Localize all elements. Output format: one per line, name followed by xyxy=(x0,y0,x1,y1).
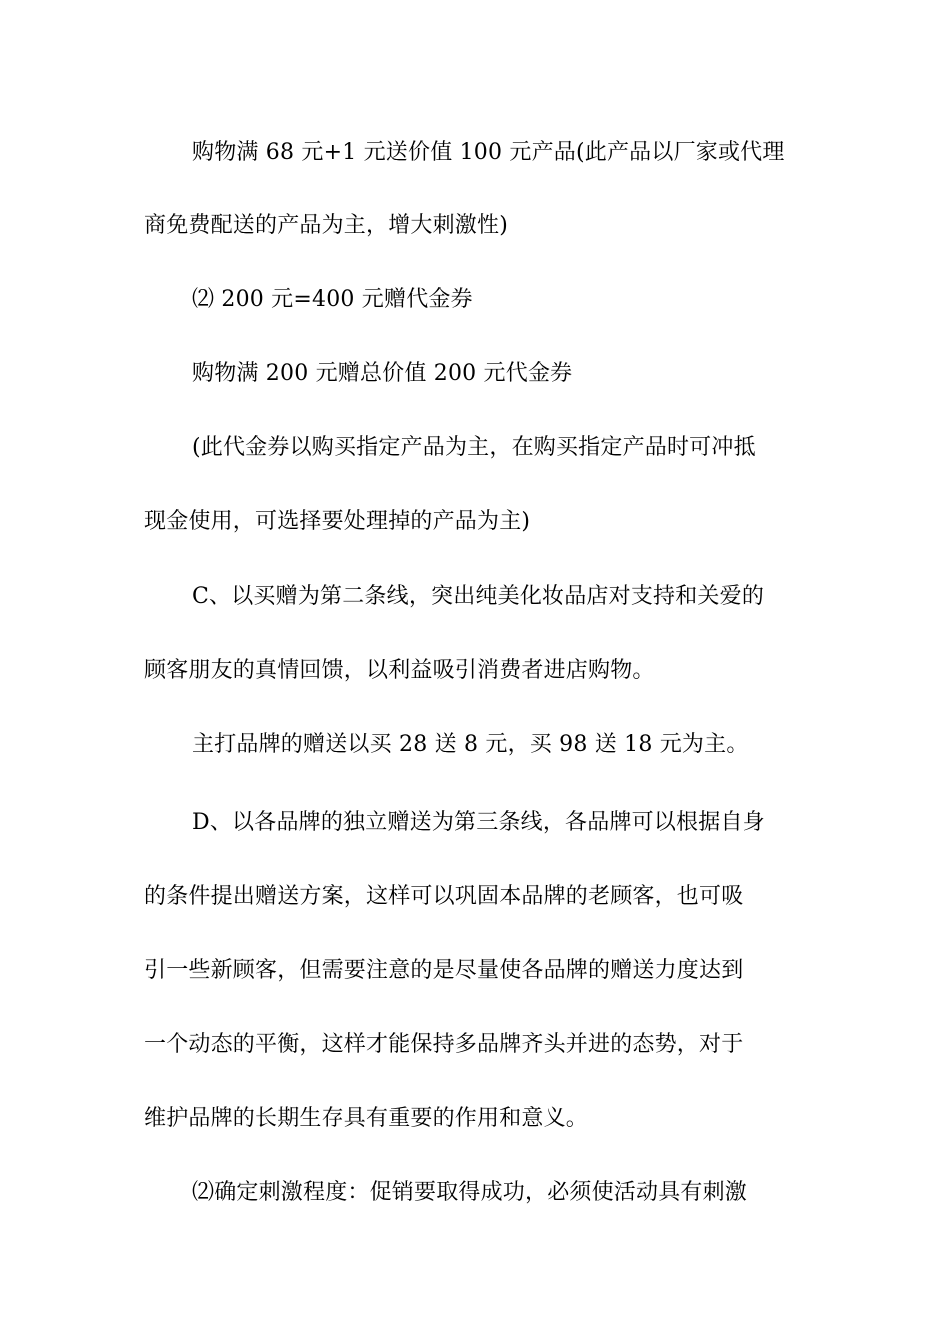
paragraph-line: C、以买赠为第二条线，突出纯美化妆品店对支持和关爱的 xyxy=(192,584,765,609)
paragraph-line: 购物满 200 元赠总价值 200 元代金券 xyxy=(192,361,573,386)
paragraph-line: 主打品牌的赠送以买 28 送 8 元，买 98 送 18 元为主。 xyxy=(192,732,749,757)
paragraph-line: 的条件提出赠送方案，这样可以巩固本品牌的老顾客，也可吸 xyxy=(144,884,744,909)
paragraph-line: 维护品牌的长期生存具有重要的作用和意义。 xyxy=(144,1106,589,1131)
paragraph-line: 引一些新顾客，但需要注意的是尽量使各品牌的赠送力度达到 xyxy=(144,958,744,983)
paragraph-line: (此代金券以购买指定产品为主，在购买指定产品时可冲抵 xyxy=(192,435,756,460)
paragraph-line: 一个动态的平衡，这样才能保持多品牌齐头并进的态势，对于 xyxy=(144,1032,744,1057)
paragraph-line: 现金使用，可选择要处理掉的产品为主) xyxy=(144,509,531,534)
paragraph-line: ⑵确定刺激程度：促销要取得成功，必须使活动具有刺激 xyxy=(192,1180,748,1205)
paragraph-line: D、以各品牌的独立赠送为第三条线，各品牌可以根据自身 xyxy=(192,810,765,835)
paragraph-line: 顾客朋友的真情回馈，以利益吸引消费者进店购物。 xyxy=(144,658,655,683)
paragraph-line: ⑵ 200 元=400 元赠代金券 xyxy=(192,287,473,312)
paragraph-line: 商免费配送的产品为主，增大刺激性) xyxy=(144,213,508,238)
paragraph-line: 购物满 68 元+1 元送价值 100 元产品(此产品以厂家或代理 xyxy=(192,140,785,165)
